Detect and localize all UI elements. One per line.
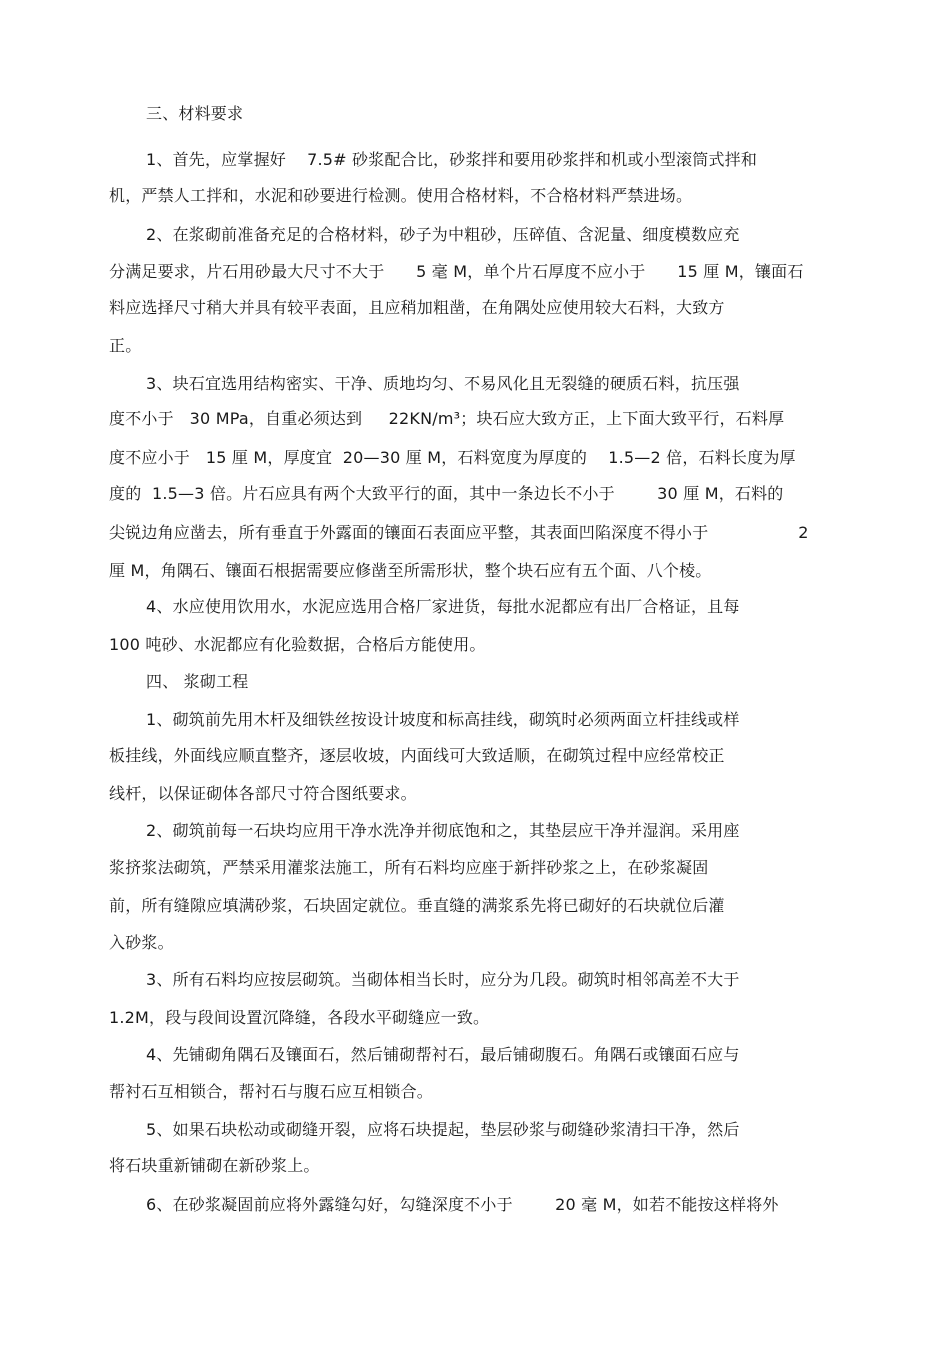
paragraph-line: 帮衬石互相锁合，帮衬石与腹石应互相锁合。 [109, 1082, 434, 1101]
paragraph-line: 2、在浆砌前准备充足的合格材料，砂子为中粗砂，压碎值、含泥量、细度模数应充 [146, 225, 740, 244]
section-heading: 三、材料要求 [146, 104, 244, 123]
paragraph-line: 6、在砂浆凝固前应将外露缝勾好，勾缝深度不小于 20 毫 M，如若不能按这样将外 [146, 1195, 779, 1214]
paragraph-line: 机，严禁人工拌和，水泥和砂要进行检测。使用合格材料，不合格材料严禁进场。 [109, 186, 693, 205]
paragraph-line: 前，所有缝隙应填满砂浆，石块固定就位。垂直缝的满浆系先将已砌好的石块就位后灌 [109, 896, 725, 915]
paragraph-line: 2、砌筑前每一石块均应用干净水洗净并彻底饱和之，其垫层应干净并湿润。采用座 [146, 821, 740, 840]
paragraph-line: 1、首先，应掌握好 7.5# 砂浆配合比，砂浆拌和要用砂浆拌和机或小型滚筒式拌和 [146, 150, 758, 169]
paragraph-line: 度不应小于 15 厘 M，厚度宜 20—30 厘 M，石料宽度为厚度的 1.5—2 倍，石料长度为厚 [109, 448, 796, 467]
paragraph-line: 浆挤浆法砌筑，严禁采用灌浆法施工，所有石料均应座于新拌砂浆之上，在砂浆凝固 [109, 858, 709, 877]
paragraph-line: 100 吨砂、水泥都应有化验数据，合格后方能使用。 [109, 635, 486, 654]
paragraph-line: 1.2M，段与段间设置沉降缝，各段水平砌缝应一致。 [109, 1008, 490, 1027]
paragraph-line: 正。 [109, 336, 142, 355]
paragraph-line: 度不小于 30 MPa，自重必须达到 22KN/m³；块石应大致方正，上下面大致平行，石料厚 [109, 409, 785, 428]
paragraph-line: 4、水应使用饮用水，水泥应选用合格厂家进货，每批水泥都应有出厂合格证，且每 [146, 597, 740, 616]
paragraph-line: 1、砌筑前先用木杆及细铁丝按设计坡度和标高挂线，砌筑时必须两面立杆挂线或样 [146, 710, 740, 729]
paragraph-line: 度的 1.5—3 倍。片石应具有两个大致平行的面，其中一条边长不小于 30 厘 M，石料的 [109, 484, 784, 503]
paragraph-line: 厘 M，角隅石、镶面石根据需要应修凿至所需形状，整个块石应有五个面、八个棱。 [109, 561, 712, 580]
paragraph-line: 4、先铺砌角隅石及镶面石，然后铺砌帮衬石，最后铺砌腹石。角隅石或镶面石应与 [146, 1045, 740, 1064]
paragraph-line: 3、所有石料均应按层砌筑。当砌体相当长时，应分为几段。砌筑时相邻高差不大于 [146, 970, 740, 989]
paragraph-line: 板挂线，外面线应顺直整齐，逐层收坡，内面线可大致适顺，在砌筑过程中应经常校正 [109, 746, 725, 765]
paragraph-line: 线杆，以保证砌体各部尺寸符合图纸要求。 [109, 784, 417, 803]
paragraph-line: 料应选择尺寸稍大并具有较平表面，且应稍加粗凿，在角隅处应使用较大石料，大致方 [109, 298, 725, 317]
paragraph-line: 将石块重新铺砌在新砂浆上。 [109, 1156, 320, 1175]
paragraph-line: 3、块石宜选用结构密实、干净、质地均匀、不易风化且无裂缝的硬质石料，抗压强 [146, 374, 740, 393]
section-heading: 四、 浆砌工程 [146, 672, 249, 691]
paragraph-line: 尖锐边角应凿去，所有垂直于外露面的镶面石表面应平整，其表面凹陷深度不得小于 2 [109, 523, 809, 542]
paragraph-line: 分满足要求，片石用砂最大尺寸不大于 5 毫 M，单个片石厚度不应小于 15 厘 M，镶面石 [109, 262, 804, 281]
paragraph-line: 入砂浆。 [109, 933, 174, 952]
paragraph-line: 5、如果石块松动或砌缝开裂，应将石块提起，垫层砂浆与砌缝砂浆清扫干净，然后 [146, 1120, 740, 1139]
